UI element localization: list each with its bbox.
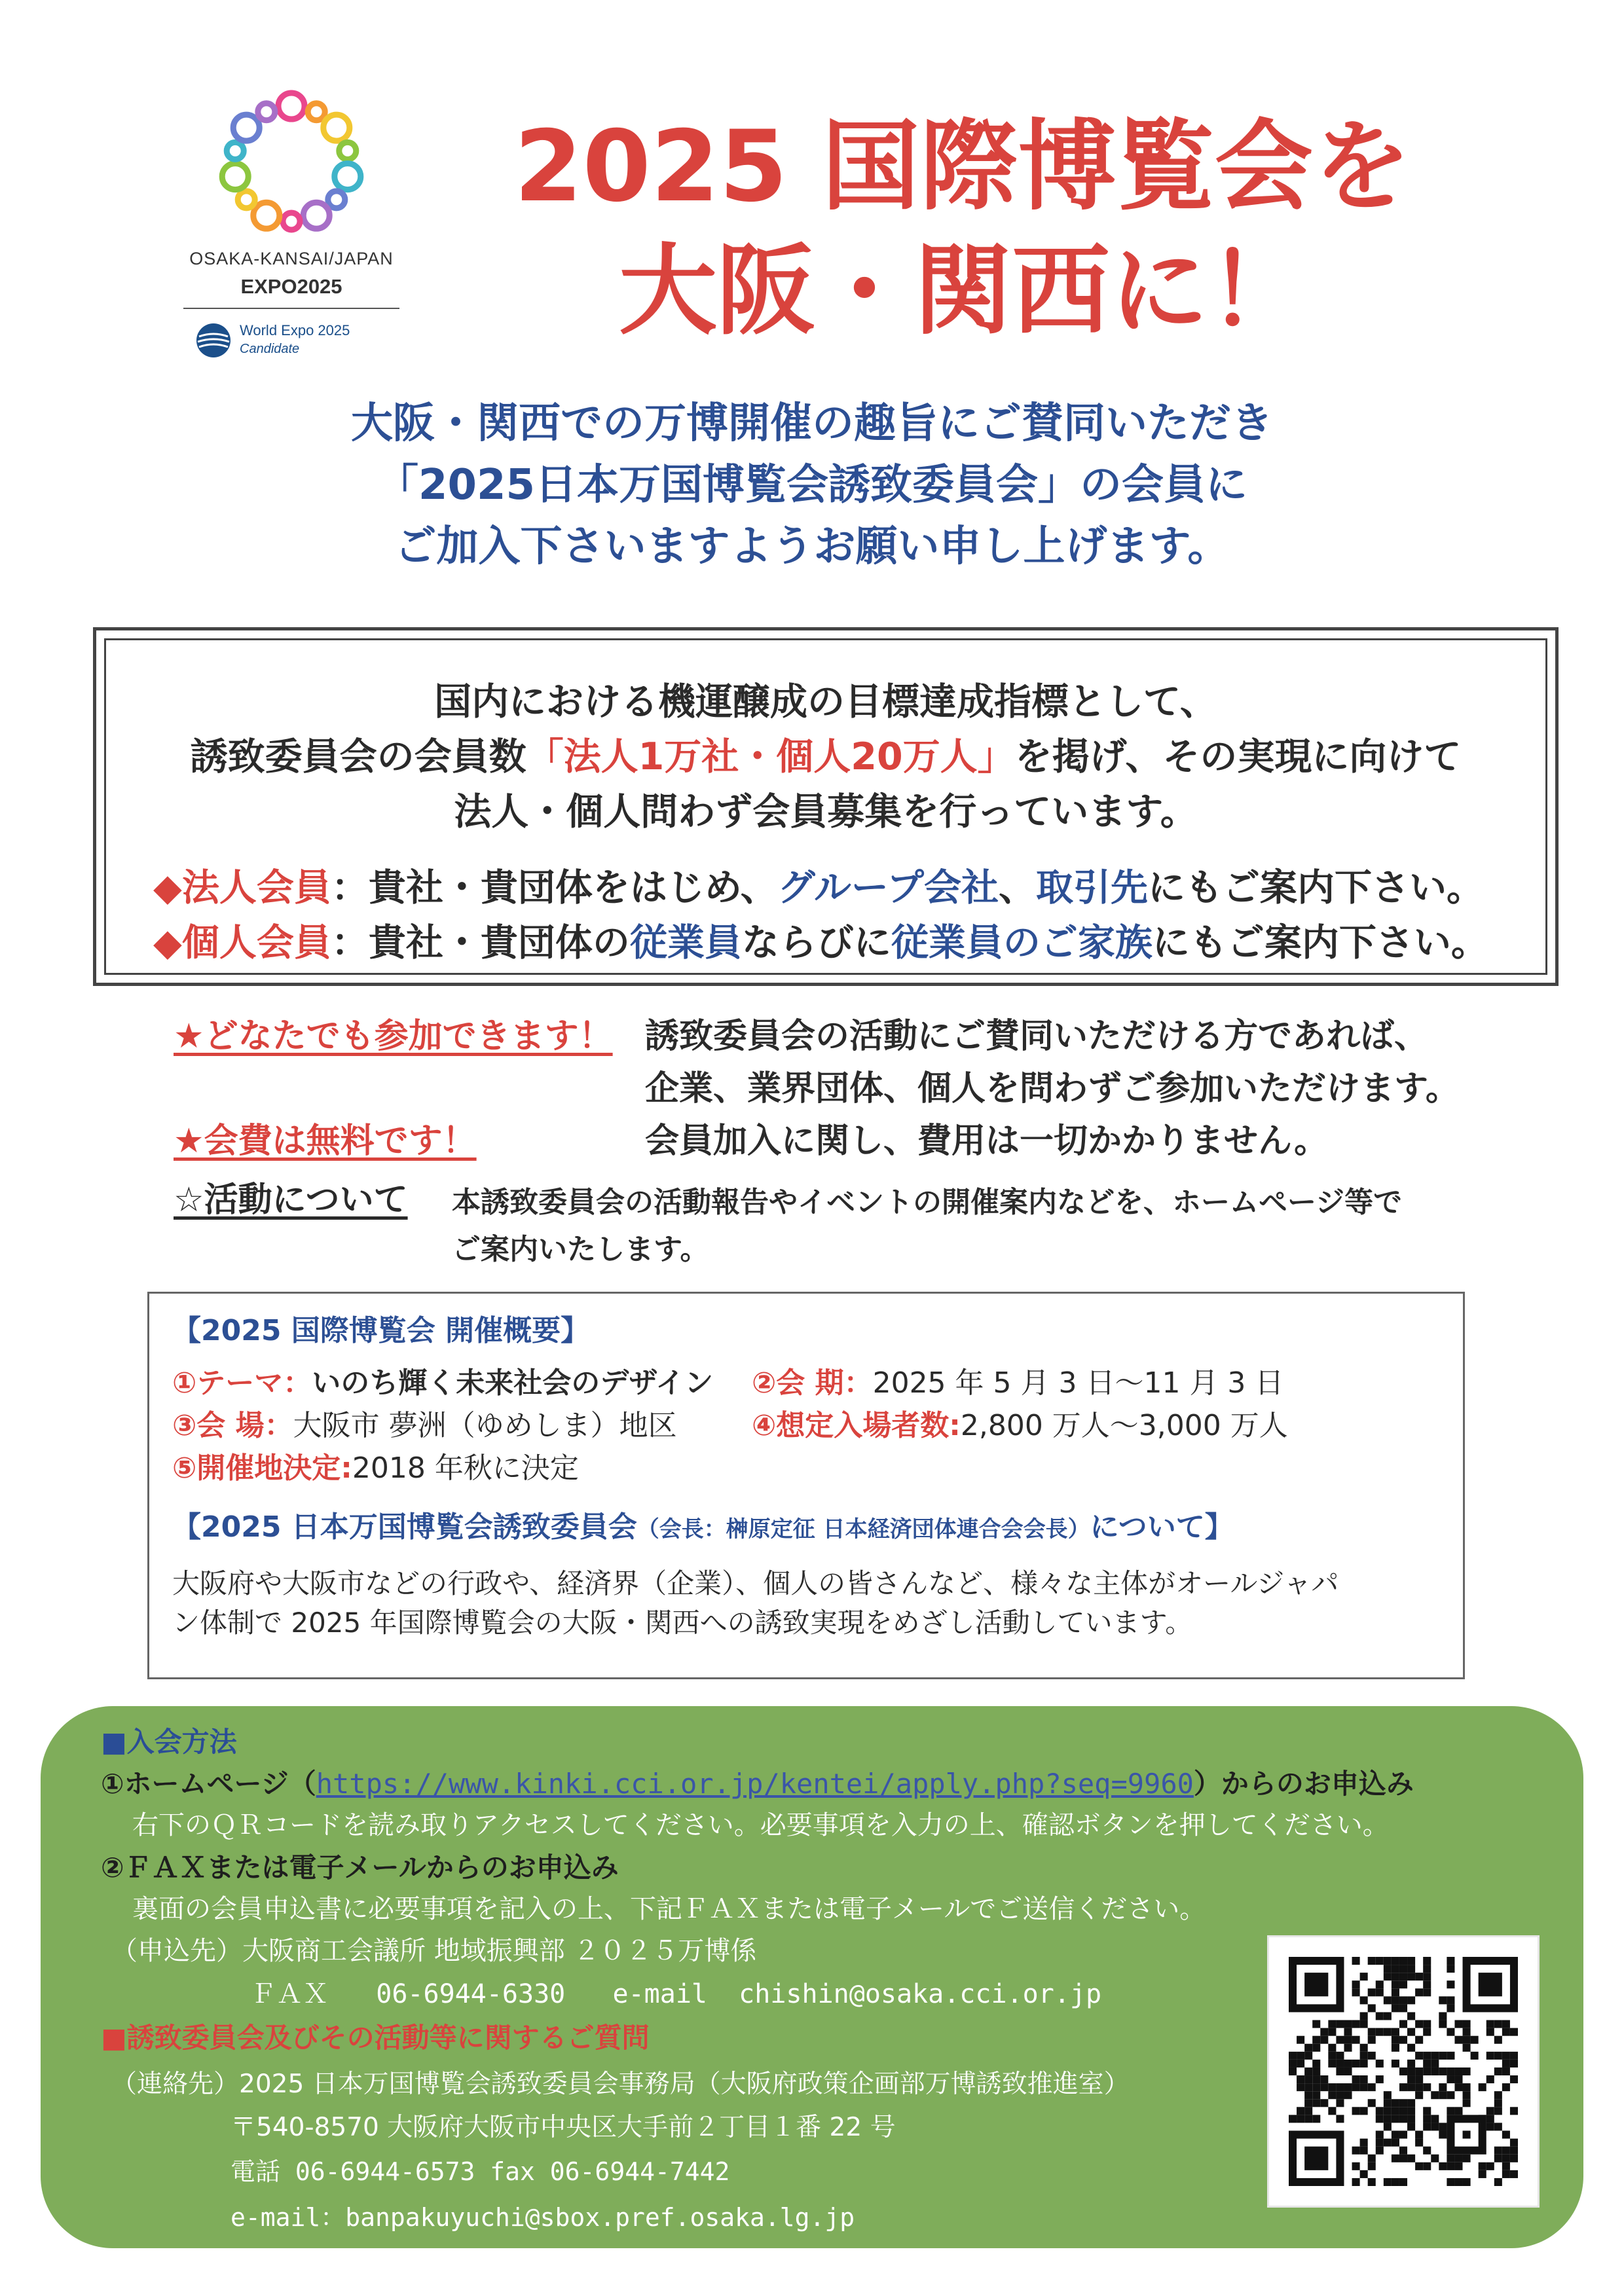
dest-mail-address[interactable]: chishin@osaka.cci.or.jp	[739, 1979, 1102, 2009]
target-line2	[106, 727, 1545, 780]
fax-apply-label: ②ＦＡＸまたは電子メールからのお申込み	[101, 1851, 619, 1884]
individual-member-head: ◆個人会員	[153, 921, 331, 964]
visitors-row	[752, 1402, 1288, 1444]
apply-destination: （申込先）大阪商工会議所 地域振興部 ２０２５万博係	[111, 1936, 757, 1966]
venue-label: ③会 場：	[172, 1409, 293, 1442]
individual-member-line	[153, 913, 1488, 966]
logo-ring-cell	[335, 164, 361, 190]
fax-apply-desc: 裏面の会員申込書に必要事項を記入の上、下記ＦＡＸまたは電子メールでご送信ください。	[132, 1894, 1206, 1924]
intro-line3: ご加入下さいますようお願い申し上げます。	[394, 522, 1230, 571]
inquiry-email[interactable]: e-mail：banpakuyuchi@sbox.pref.osaka.lg.jp	[231, 2203, 855, 2232]
inquiry-phone-fax: 電話 06-6944-6573 fax 06-6944-7442	[231, 2157, 730, 2186]
web-apply-row	[101, 1762, 1414, 1802]
logo-ring-cell	[303, 202, 329, 228]
corporate-text2: 、	[999, 866, 1037, 909]
web-apply-label: ①ホームページ（	[101, 1768, 316, 1800]
individual-text1: ：貴社・貴団体の	[331, 921, 630, 964]
venue-value: 大阪市 夢洲（ゆめしま）地区	[293, 1409, 677, 1442]
qr-code-icon	[1289, 1957, 1518, 2186]
summary-heading: 【2025 国際博覧会 開催概要】	[172, 1314, 590, 1347]
individual-employees: 従業員	[629, 921, 742, 964]
logo-ring-cell	[323, 115, 350, 141]
individual-families: 従業員のご家族	[891, 921, 1153, 964]
logo-line2: EXPO2025	[240, 275, 342, 298]
corporate-partners: 取引先	[1036, 866, 1149, 909]
web-apply-suffix: ）からのお申込み	[1193, 1768, 1414, 1800]
period-row	[752, 1359, 1283, 1401]
logo-line1: OSAKA-KANSAI/JAPAN	[189, 249, 394, 268]
destination-contact-row	[250, 1973, 1101, 2011]
logo-ring-cell	[253, 202, 280, 228]
logo-ring-cell	[308, 103, 325, 120]
anyone-text1: 誘致委員会の活動にご賛同いただける方であれば、	[645, 1017, 1429, 1056]
expo-summary-box	[147, 1292, 1465, 1679]
inquiry-heading: ■誘致委員会及びその活動等に関するご質問	[101, 2022, 650, 2054]
candidate-line2: Candidate	[240, 342, 300, 356]
activity-text1: 本誘致委員会の活動報告やイベントの開催案内などを、ホームページ等で	[452, 1186, 1403, 1219]
logo-ring-cell	[328, 191, 345, 208]
individual-text2: ならびに	[741, 921, 891, 964]
visitors-label: ④想定入場者数:	[752, 1409, 961, 1442]
web-apply-desc: 右下のＱＲコードを読み取りアクセスしてください。必要事項を入力の上、確認ボタンを押してください。	[132, 1810, 1389, 1840]
apply-url-link[interactable]: https://www.kinki.cci.or.jp/kentei/apply.php?seq=9960	[316, 1768, 1194, 1800]
fee-text: 会員加入に関し、費用は一切かかりません。	[645, 1121, 1329, 1161]
target-box-inner	[104, 638, 1547, 975]
target-line1: 国内における機運醸成の目標達成指標として、	[434, 680, 1217, 723]
target-goal: 「法人1万社・個人20万人」	[526, 735, 1015, 778]
decision-value: 2018 年秋に決定	[352, 1451, 579, 1485]
committee-about: について】	[1090, 1510, 1234, 1544]
expo-logo	[164, 85, 419, 367]
decision-label: ⑤開催地決定:	[172, 1451, 352, 1485]
venue-row	[172, 1402, 677, 1444]
intro-line2: 「2025日本万国博覧会誘致委員会」の会員に	[376, 461, 1248, 509]
anyone-text2: 企業、業界団体、個人を問わずご参加いただけます。	[645, 1069, 1460, 1108]
activity-label: ☆活動について	[174, 1180, 408, 1220]
candidate-line1: World Expo 2025	[240, 322, 350, 338]
title-line1: 2025 国際博覧会を	[514, 110, 1411, 224]
apply-heading: ■入会方法	[101, 1726, 237, 1758]
logo-ring-cell	[278, 93, 304, 119]
logo-divider	[183, 308, 399, 309]
qr-code[interactable]	[1267, 1935, 1540, 2208]
dest-mail-label: e-mail	[612, 1979, 707, 2009]
logo-ring-cell	[238, 191, 255, 208]
logo-ring-cell	[258, 103, 275, 120]
period-value: 2025 年 5 月 3 日～11 月 3 日	[872, 1366, 1284, 1400]
period-label: ②会 期：	[752, 1366, 873, 1400]
committee-text1: 大阪府や大阪市などの行政や、経済界（企業）、個人の皆さんなど、様々な主体がオールジャパ	[172, 1567, 1339, 1599]
logo-ring-cell	[283, 213, 300, 230]
dest-fax-number: 06-6944-6330	[376, 1979, 566, 2009]
decision-row	[172, 1444, 579, 1486]
committee-heading	[172, 1503, 1234, 1545]
committee-heading-main: 【2025 日本万国博覧会誘致委員会	[172, 1510, 637, 1544]
individual-text3: にもご案内下さい。	[1152, 921, 1488, 964]
corporate-member-head: ◆法人会員	[153, 866, 331, 909]
logo-ring-cell	[227, 142, 244, 159]
logo-ring-cell	[339, 142, 356, 159]
corporate-group: グループ会社	[777, 866, 999, 909]
visitors-value: 2,800 万人～3,000 万人	[960, 1409, 1288, 1442]
committee-chair: （会長：榊原定征 日本経済団体連合会会長）	[637, 1516, 1090, 1542]
target-line2-pre: 誘致委員会の会員数	[190, 735, 526, 778]
theme-label: ①テーマ：	[172, 1366, 312, 1400]
dest-fax-label: ＦＡＸ	[250, 1979, 329, 2009]
title-line2: 大阪・関西に！	[618, 234, 1306, 348]
corporate-text3: にもご案内下さい。	[1148, 866, 1485, 909]
target-line2-post: を掲げ、その実現に向けて	[1014, 735, 1462, 778]
logo-ring-cell	[222, 164, 248, 190]
theme-row	[172, 1359, 713, 1401]
anyone-label: ★どなたでも参加できます！	[174, 1017, 613, 1056]
committee-text2: ン体制で 2025 年国際博覧会の大阪・関西への誘致実現をめざし活動しています。	[172, 1607, 1193, 1639]
inquiry-contact: （連絡先）2025 日本万国博覧会誘致委員会事務局（大阪府政策企画部万博誘致推進室）	[111, 2069, 1130, 2099]
logo-ring-cell	[233, 115, 259, 141]
globe-icon	[195, 322, 232, 359]
activity-text2: ご案内いたします。	[452, 1233, 709, 1266]
corporate-text1: ：貴社・貴団体をはじめ、	[331, 866, 778, 909]
inquiry-address: 〒540-8570 大阪府大阪市中央区大手前２丁目１番 22 号	[231, 2113, 896, 2142]
corporate-member-line	[153, 858, 1484, 911]
target-line3: 法人・個人問わず会員募集を行っています。	[454, 790, 1198, 833]
target-box	[93, 627, 1559, 986]
expo-ring-icon	[213, 85, 370, 242]
intro-line1: 大阪・関西での万博開催の趣旨にご賛同いただき	[351, 399, 1273, 448]
theme-value: いのち輝く未来社会のデザイン	[312, 1366, 714, 1400]
fee-label: ★会費は無料です！	[174, 1121, 477, 1161]
